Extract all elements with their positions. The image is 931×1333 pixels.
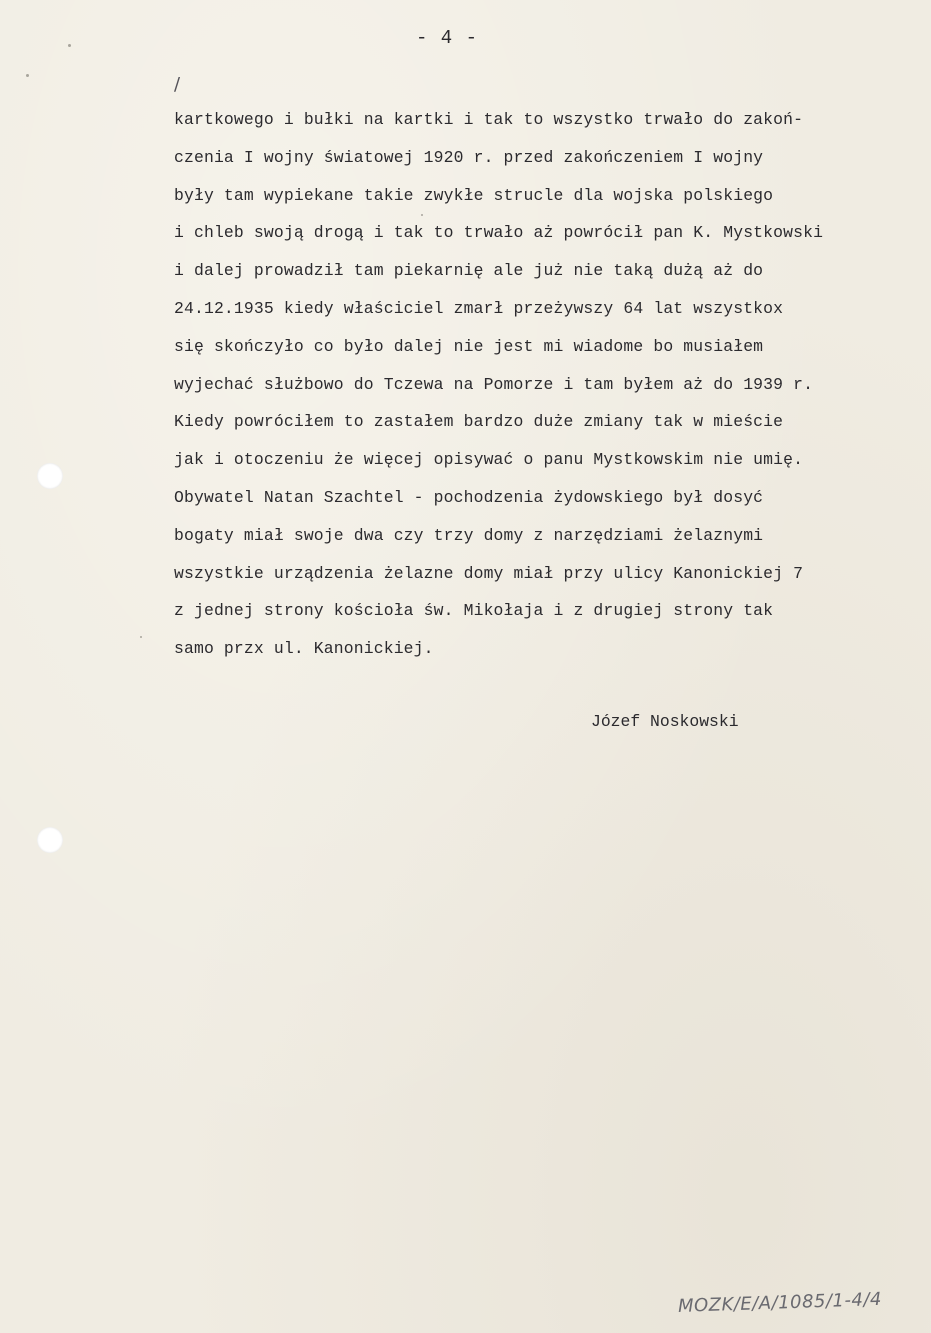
text-line: 24.12.1935 kiedy właściciel zmarł przeżywszy 64 lat wszystkox [174, 298, 784, 318]
paper-speck [68, 44, 71, 47]
text-line: i chleb swoją drogą i tak to trwało aż powrócił pan K. Mystkowski [174, 223, 824, 243]
text-line: się skończyło co było dalej nie jest mi wiadome bo musiałem [174, 336, 764, 356]
text-line: Kiedy powróciłem to zastałem bardzo duże zmiany tak w mieście [174, 412, 784, 432]
text-line: wyjechać służbowo do Tczewa na Pomorze i tam byłem aż do 1939 r. [174, 374, 814, 394]
text-line: czenia I wojny światowej 1920 r. przed zakończeniem I wojny [174, 147, 764, 167]
text-line: samo przx ul. Kanonickiej. [174, 639, 434, 659]
text-line: były tam wypiekane takie zwykłe strucle dla wojska polskiego [174, 185, 774, 205]
text-line: kartkowego i bułki na kartki i tak to wszystko trwało do zakoń- [174, 110, 804, 129]
paper-speck [26, 74, 29, 77]
text-line: jak i otoczeniu że więcej opisywać o panu Mystkowskim nie umię. [174, 450, 804, 470]
punch-hole-bottom [37, 827, 63, 853]
archive-reference-handwritten: MOZK/E/A/1085/1-4/4 [677, 1288, 883, 1317]
text-line: i dalej prowadził tam piekarnię ale już nie taką dużą aż do [174, 261, 764, 281]
punch-hole-top [37, 463, 63, 489]
typed-body-text [174, 101, 919, 668]
signature-name: Józef Noskowski [591, 712, 739, 731]
text-line: wszystkie urządzenia żelazne domy miał przy ulicy Kanonickiej 7 [174, 563, 804, 583]
text-line: Obywatel Natan Szachtel - pochodzenia żydowskiego był dosyć [174, 487, 764, 507]
text-line: bogaty miał swoje dwa czy trzy domy z narzędziami żelaznymi [174, 525, 764, 545]
text-line: z jednej strony kościoła św. Mikołaja i z drugiej strony tak [174, 601, 774, 621]
paper-speck [140, 636, 142, 638]
margin-pencil-mark: / [174, 74, 181, 95]
page-number: - 4 - [416, 27, 479, 49]
